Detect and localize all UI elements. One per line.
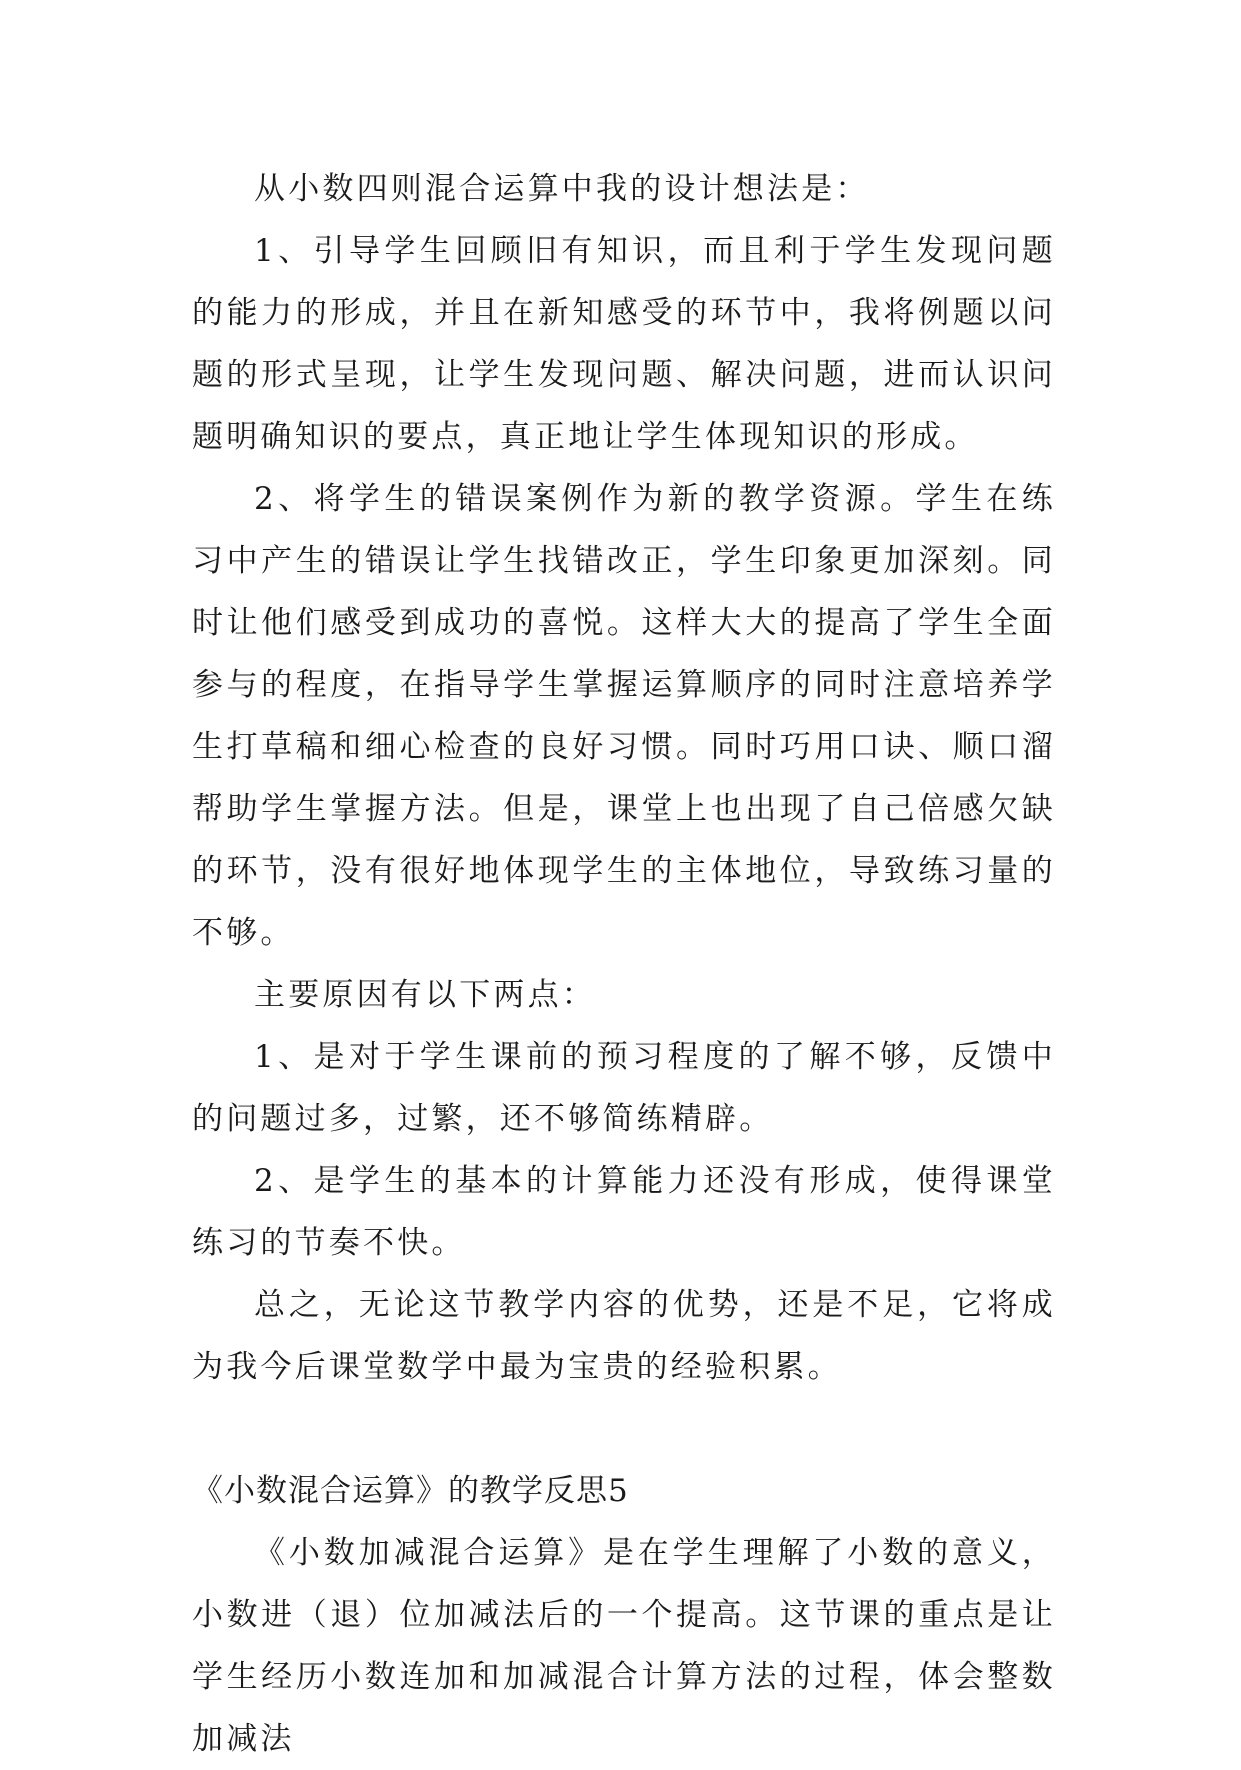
paragraph-section-5-intro: 《小数加减混合运算》是在学生理解了小数的意义，小数进（退）位加减法后的一个提高。这节课的重点是让学生经历小数连加和加减混合计算方法的过程，体会整数加减法 [192, 1535, 1056, 1757]
paragraph-design-intro: 从小数四则混合运算中我的设计想法是： [254, 171, 870, 207]
paragraph-conclusion: 总之，无论这节教学内容的优势，还是不足，它将成为我今后课堂数学中最为宝贵的经验积累。 [192, 1287, 1056, 1385]
paragraph-design-point-1: 1、引导学生回顾旧有知识，而且利于学生发现问题的能力的形成，并且在新知感受的环节中，我将例题以问题的形式呈现，让学生发现问题、解决问题，进而认识问题明确知识的要点，真正地让学生体现知识的形成。 [192, 233, 1056, 455]
paragraph-design-point-2: 2、将学生的错误案例作为新的教学资源。学生在练习中产生的错误让学生找错改正，学生印象更加深刻。同时让他们感受到成功的喜悦。这样大大的提高了学生全面参与的程度，在指导学生掌握运算顺序的同时注意培养学生打草稿和细心检查的良好习惯。同时巧用口诀、顺口溜帮助学生掌握方法。但是，课堂上也出现了自己倍感欠缺的环节，没有很好地体现学生的主体地位，导致练习量的不够。 [192, 481, 1056, 951]
document-body [192, 158, 1056, 1770]
paragraph-reasons-intro: 主要原因有以下两点： [254, 977, 596, 1013]
paragraph-reason-2: 2、是学生的基本的计算能力还没有形成，使得课堂练习的节奏不快。 [192, 1163, 1056, 1261]
paragraph-reason-1: 1、是对于学生课前的预习程度的了解不够，反馈中的问题过多，过繁，还不够简练精辟。 [192, 1039, 1056, 1137]
section-title: 《小数混合运算》的教学反思5 [192, 1473, 629, 1509]
